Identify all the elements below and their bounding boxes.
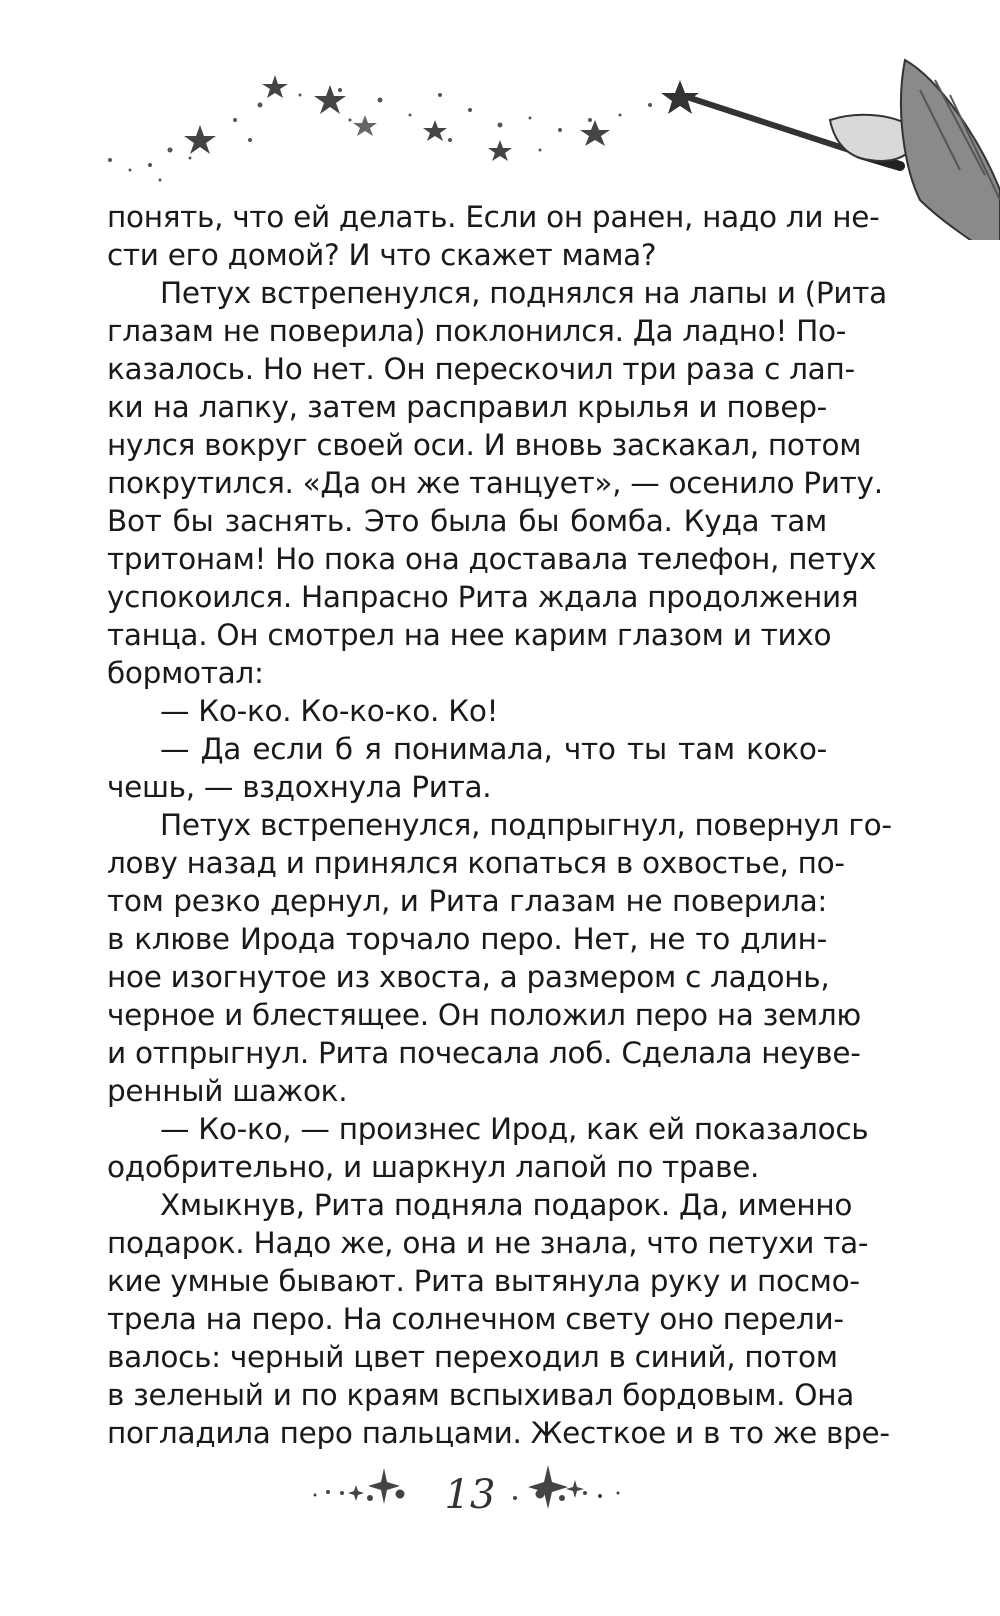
- text-line: подарок. Надо же, она и не знала, что петухи та-: [107, 1226, 869, 1260]
- text-line: черное и блестящее. Он положил перо на землю: [107, 998, 861, 1032]
- text-line: тритонам! Но пока она доставала телефон, петух: [107, 542, 877, 576]
- paragraph: [107, 274, 887, 692]
- text-line: одобрительно, и шаркнул лапой по траве.: [107, 1150, 760, 1184]
- text-line: трела на перо. На солнечном свету оно перели-: [107, 1302, 844, 1336]
- text-line: покрутился. «Да он же танцует», — осенило Риту.: [107, 466, 883, 500]
- text-line: успокоился. Напрасно Рита ждала продолжения: [107, 580, 859, 614]
- paragraph: [107, 1110, 869, 1186]
- text-line: — Ко-ко. Ко-ко-ко. Ко!: [160, 694, 499, 728]
- text-line: погладила перо пальцами. Жесткое и в то же вре-: [107, 1416, 890, 1450]
- text-line: кие умные бывают. Рита вытянула руку и посмо-: [107, 1264, 860, 1298]
- paragraph: [107, 806, 892, 1110]
- paragraph: [107, 692, 827, 730]
- text-line: понять, что ей делать. Если он ранен, надо ли не-: [107, 200, 880, 234]
- sparkle-icon: [513, 1465, 620, 1509]
- sparkle-icon: [314, 1468, 405, 1504]
- text-line: нулся вокруг своей оси. И вновь заскакал, потом: [107, 428, 862, 462]
- text-line: валось: черный цвет переходил в синий, потом: [107, 1340, 838, 1374]
- sparkle-trail: [108, 75, 699, 182]
- text-line: глазам не поверила) поклонился. Да ладно! По-: [107, 314, 847, 348]
- text-line: бормотал:: [107, 656, 264, 690]
- text-line: том резко дернул, и Рита глазам не поверила:: [107, 884, 827, 918]
- text-line: ки на лапку, затем расправил крылья и повер-: [107, 390, 827, 424]
- text-line: — Ко-ко, — произнес Ирод, как ей показалось: [160, 1112, 869, 1146]
- text-line: Вот бы заснять. Это была бы бомба. Куда там: [107, 504, 827, 538]
- text-line: Петух встрепенулся, поднялся на лапы и (Рита: [160, 276, 887, 310]
- text-line: ренный шажок.: [107, 1074, 348, 1108]
- text-line: в клюве Ирода торчало перо. Нет, не то длин-: [107, 922, 827, 956]
- text-line: танца. Он смотрел на нее карим глазом и тихо: [107, 618, 832, 652]
- text-line: лову назад и принялся копаться в охвостье, по-: [107, 846, 845, 880]
- text-line: казалось. Но нет. Он перескочил три раза с лап-: [107, 352, 855, 386]
- text-line: ное изогнутое из хвоста, а размером с ладонь,: [107, 960, 830, 994]
- paragraph: [107, 730, 827, 806]
- paragraph: [107, 198, 880, 274]
- text-line: чешь, — вздохнула Рита.: [107, 770, 492, 804]
- body-text: [107, 198, 892, 1452]
- text-line: сти его домой? И что скажет мама?: [107, 238, 657, 272]
- page-number: 13: [444, 1472, 496, 1518]
- text-line: и отпрыгнул. Рита почесала лоб. Сделала неуве-: [107, 1036, 861, 1070]
- text-line: Хмыкнув, Рита подняла подарок. Да, именно: [160, 1188, 853, 1222]
- text-line: Петух встрепенулся, подпрыгнул, повернул го-: [160, 808, 892, 842]
- text-line: в зеленый и по краям вспыхивал бордовым. Она: [107, 1378, 854, 1412]
- text-line: — Да если б я понимала, что ты там коко-: [160, 732, 827, 766]
- paragraph: [107, 1186, 890, 1452]
